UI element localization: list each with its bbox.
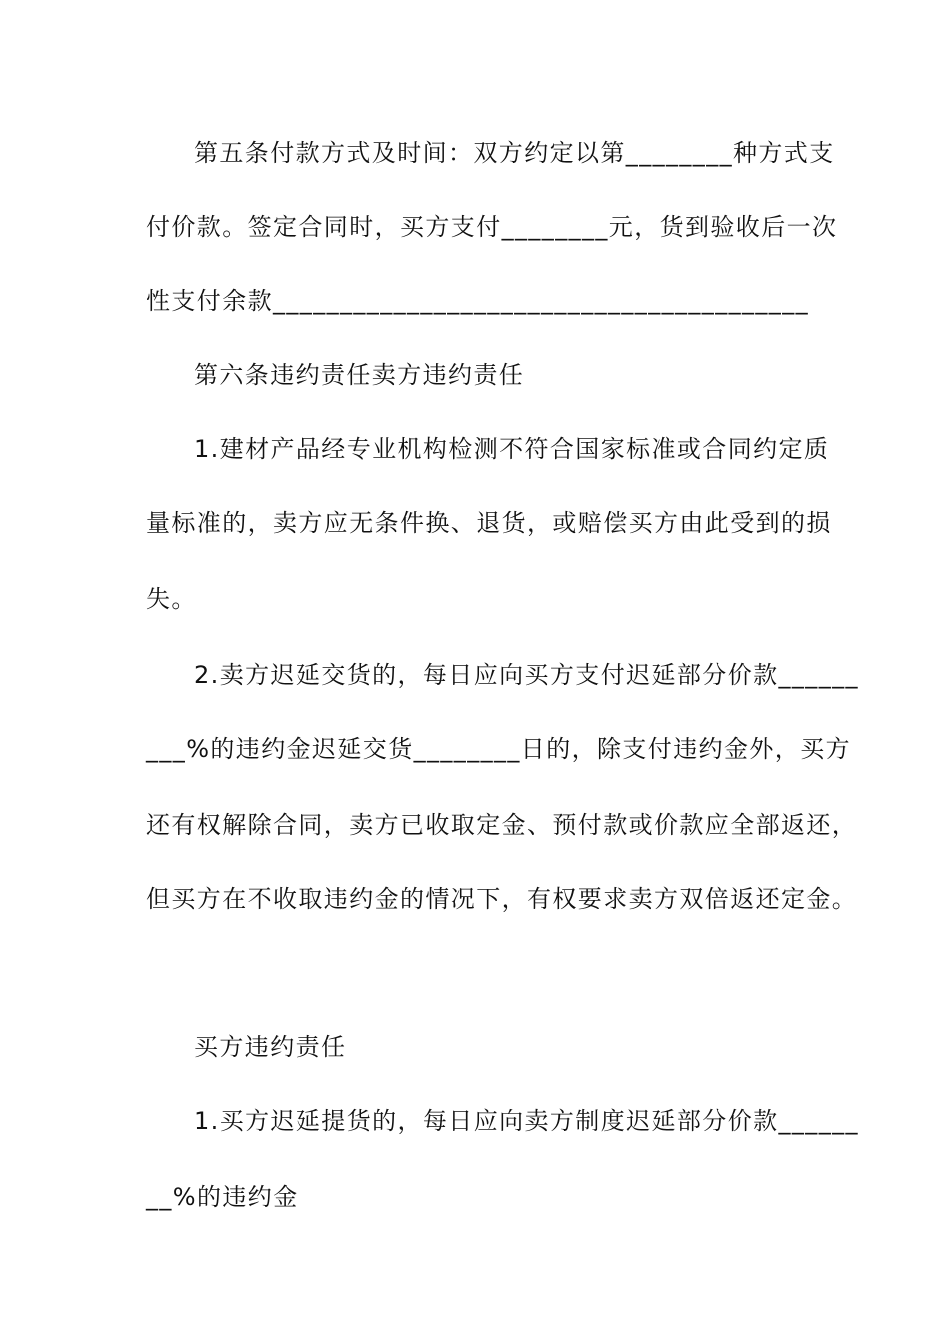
- buyer-liability-heading: 买方违约责任: [194, 1033, 347, 1061]
- article5-line1: 第五条付款方式及时间：双方约定以第________种方式支: [194, 139, 835, 167]
- article6-item2-line1: 2.卖方迟延交货的，每日应向买方支付迟延部分价款______: [194, 661, 859, 689]
- article5-line2: 付价款。签定合同时，买方支付________元，货到验收后一次: [146, 213, 838, 241]
- article6-item2-line3: 还有权解除合同，卖方已收取定金、预付款或价款应全部返还，: [146, 811, 858, 839]
- buyer-liability-item1-line1: 1.买方迟延提货的，每日应向卖方制度迟延部分价款______: [194, 1107, 859, 1135]
- article6-item1-line3: 失。: [146, 585, 197, 613]
- article6-item1-line1: 1.建材产品经专业机构检测不符合国家标准或合同约定质: [194, 435, 830, 463]
- buyer-liability-item1-line2: __%的违约金: [146, 1183, 299, 1211]
- article6-heading: 第六条违约责任卖方违约责任: [194, 361, 525, 389]
- article6-item1-line2: 量标准的，卖方应无条件换、退货，或赔偿买方由此受到的损: [146, 509, 832, 537]
- article6-item2-line4: 但买方在不收取违约金的情况下，有权要求卖方双倍返还定金。: [146, 885, 858, 913]
- article5-line3: 性支付余款________________________________________: [146, 287, 809, 315]
- article6-item2-line2: ___%的违约金迟延交货________日的，除支付违约金外，买方: [146, 735, 852, 763]
